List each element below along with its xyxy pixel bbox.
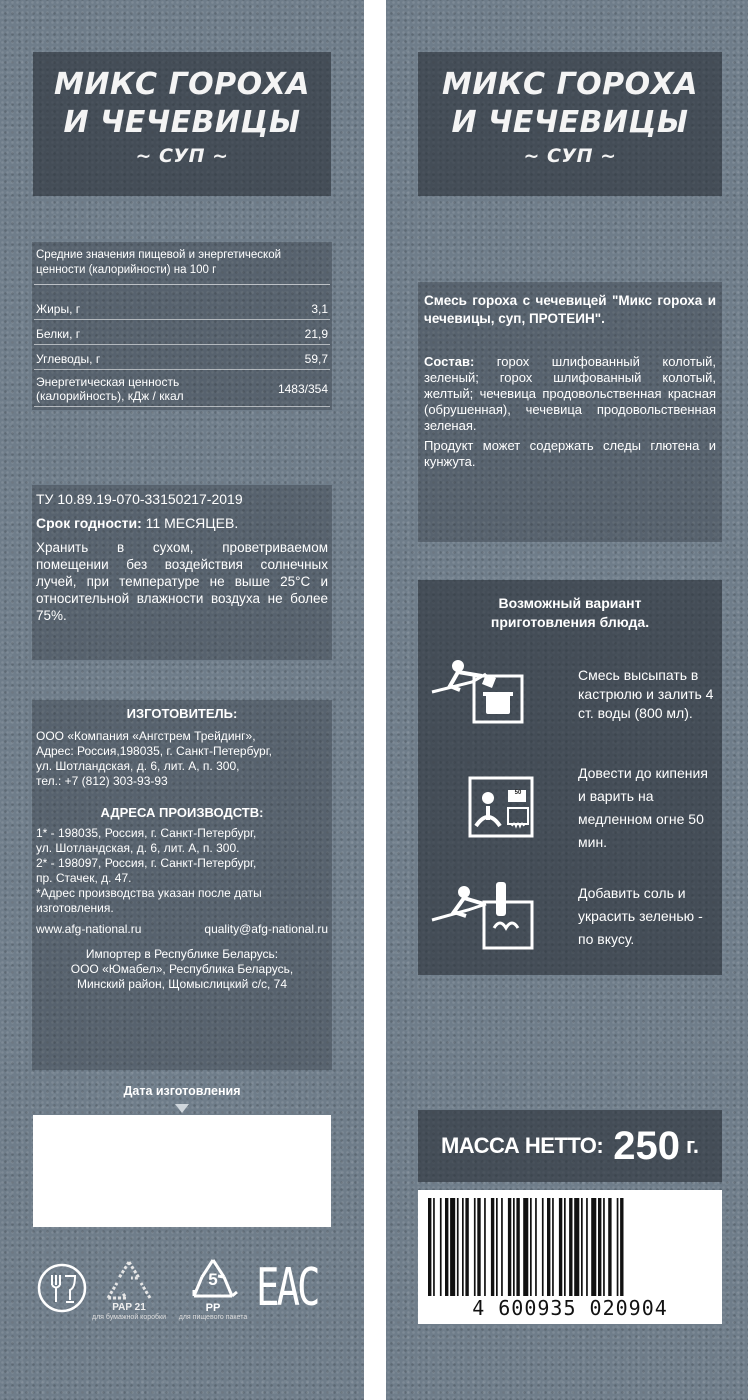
shelf-value: 11 МЕСЯЦЕВ. — [145, 515, 239, 531]
right-label-panel — [386, 0, 748, 1400]
manufacturer-line: Адрес: Россия,198035, г. Санкт-Петербург, — [36, 744, 272, 758]
barcode-bars — [428, 1198, 712, 1296]
barcode-bar — [450, 1198, 455, 1296]
cooking-step-1: Смесь высыпать в кастрюлю и залить 4 ст. воды (800 мл). — [578, 667, 714, 721]
manufacturer-line: тел.: +7 (812) 303-93-93 — [36, 774, 168, 788]
importer-title: Импортер в Республике Беларусь: — [85, 947, 279, 961]
barcode-bar — [586, 1198, 588, 1296]
nutrition-value: 59,7 — [304, 352, 328, 366]
manufacturer-line: ООО «Компания «Ангстрем Трейдинг», — [36, 729, 256, 743]
title-line-2: И ЧЕЧЕВИЦЫ — [63, 105, 301, 140]
website-link[interactable]: www.afg-national.ru — [36, 922, 142, 936]
nutrition-row-protein — [34, 324, 330, 345]
title-block-right — [418, 52, 722, 196]
date-label: Дата изготовления — [123, 1084, 241, 1098]
importer-line: Минский район, Щомыслицкий с/с, 74 — [76, 977, 288, 991]
title-line-1: МИКС ГОРОХА — [54, 67, 310, 102]
barcode-bar — [617, 1198, 619, 1296]
add-salt-icon — [428, 876, 538, 952]
cooking-step-2: Довести до кипения и варить на медленном огне 50 мин. — [578, 765, 708, 850]
barcode-bar — [433, 1198, 435, 1296]
nutrition-label: Жиры, г — [36, 302, 81, 316]
timer-label: 50 — [514, 790, 522, 796]
cooking-block — [418, 580, 722, 975]
pap-code: PAP 21 — [112, 1302, 146, 1313]
spec-block — [32, 485, 332, 660]
title-subtitle: ~ СУП ~ — [135, 145, 229, 167]
barcode-bar — [591, 1198, 596, 1296]
net-weight-value: 250 — [613, 1123, 680, 1168]
composition-text: горох шлифованный колотый, зеленый; горох шлифованный колотый, желтый; чечевица продовольственная красная (обрушенная), чечевица продовольственная зеленая. — [424, 354, 716, 433]
production-line: пр. Стачек, д. 47. — [36, 871, 132, 885]
net-weight-block — [418, 1110, 722, 1182]
shelf-life — [36, 513, 328, 533]
title-line-2: И ЧЕЧЕВИЦЫ — [451, 105, 689, 140]
storage-text: Хранить в сухом, проветриваемом помещении без воздействия солнечных лучей, при температуре не выше 25°С и относительной влажности воздуха не более 75%. — [36, 540, 328, 623]
barcode-bar — [501, 1198, 503, 1296]
cooking-step-3: Добавить соль и украсить зеленью - по вкусу. — [578, 885, 703, 947]
shelf-label: Срок годности: — [36, 515, 142, 531]
left-label-panel — [0, 0, 364, 1400]
barcode-bar — [428, 1198, 431, 1296]
recycle-pap-icon — [98, 1258, 160, 1304]
product-name: Смесь гороха с чечевицей "Микс гороха и чечевицы, суп, ПРОТЕИН". — [424, 293, 716, 326]
nutrition-label: Белки, г — [36, 327, 81, 341]
manufacturer-line: ул. Шотландская, д. 6, лит. А, п. 300, — [36, 759, 240, 773]
contacts-row — [36, 922, 328, 937]
barcode-bar — [569, 1198, 572, 1296]
barcode-bar — [513, 1198, 515, 1296]
date-pointer-icon — [175, 1104, 189, 1113]
production-title: АДРЕСА ПРОИЗВОДСТВ: — [100, 805, 264, 820]
barcode-bar — [581, 1198, 583, 1296]
product-block — [418, 282, 722, 542]
barcode-bar — [547, 1198, 550, 1296]
production-line: 1* - 198035, Россия, г. Санкт-Петербург, — [36, 826, 257, 840]
pap-note: для бумажной коробки — [92, 1314, 166, 1321]
pp-code: PP — [205, 1302, 221, 1314]
nutrition-value: 1483/354 — [277, 382, 328, 396]
nutrition-row-fat — [34, 299, 330, 320]
barcode-digits: 4 600935 020904 — [472, 1296, 668, 1320]
nutrition-header: Средние значения пищевой и энергетической ценности (калорийности) на 100 г — [34, 248, 330, 285]
title-line-1: МИКС ГОРОХА — [442, 67, 698, 102]
barcode-bar — [457, 1198, 459, 1296]
title-block — [33, 52, 331, 196]
barcode-bar — [620, 1198, 623, 1296]
barcode-bar — [474, 1198, 476, 1296]
barcode-bar — [462, 1198, 464, 1296]
barcode-bar — [608, 1198, 611, 1296]
barcode-bar — [564, 1198, 566, 1296]
date-stamp-field — [33, 1115, 331, 1227]
nutrition-row-energy — [34, 372, 330, 407]
title-subtitle: ~ СУП ~ — [523, 145, 617, 167]
allergen-note: Продукт может содержать следы глютена и кунжута. — [424, 438, 716, 469]
production-line: ул. Шотландская, д. 6, лит. А, п. 300. — [36, 841, 240, 855]
barcode-bar — [530, 1198, 532, 1296]
composition-label: Состав: — [424, 354, 475, 369]
barcode-bar — [440, 1198, 442, 1296]
nutrition-label: Углеводы, г — [36, 352, 101, 366]
barcode-bar — [496, 1198, 498, 1296]
production-note: *Адрес производства указан после даты изготовления. — [36, 886, 262, 915]
net-weight-label: МАССА НЕТТО: — [440, 1133, 604, 1158]
nutrition-value: 3,1 — [311, 302, 328, 316]
barcode-bar — [552, 1198, 554, 1296]
barcode-bar — [484, 1198, 486, 1296]
barcode-bar — [603, 1198, 605, 1296]
barcode-bar — [477, 1198, 480, 1296]
email-link[interactable]: quality@afg-national.ru — [204, 922, 328, 936]
barcode-bar — [516, 1198, 519, 1296]
barcode-bar — [465, 1198, 468, 1296]
nutrition-row-carbs — [34, 349, 330, 370]
barcode-bar — [445, 1198, 448, 1296]
nutrition-label: Энергетическая ценность (калорийность), кДж / ккал — [36, 375, 184, 403]
eac-mark: EAC — [256, 1258, 318, 1318]
pp-number: 5 — [208, 1270, 218, 1289]
manufacturer-block — [32, 700, 332, 1070]
boil-timer-icon — [468, 776, 538, 842]
barcode-bar — [598, 1198, 601, 1296]
barcode-bar — [491, 1198, 494, 1296]
net-weight-unit: г. — [685, 1133, 700, 1158]
pour-into-pot-icon — [428, 654, 528, 724]
production-line: 2* - 198097, Россия, г. Санкт-Петербург, — [36, 856, 257, 870]
barcode-bar — [508, 1198, 511, 1296]
cooking-title: Возможный вариант приготовления блюда. — [490, 595, 650, 630]
barcode-bar — [542, 1198, 544, 1296]
nutrition-table — [32, 242, 332, 410]
nutrition-value: 21,9 — [304, 327, 328, 341]
pp-note: для пищевого пакета — [178, 1314, 248, 1321]
manufacturer-title: ИЗГОТОВИТЕЛЬ: — [126, 706, 238, 721]
composition — [424, 354, 716, 434]
barcode-bar — [535, 1198, 537, 1296]
barcode — [418, 1190, 722, 1324]
importer-line: ООО «Юмабел», Республика Беларусь, — [70, 962, 294, 976]
barcode-bar — [523, 1198, 528, 1296]
fork-glass-icon — [36, 1262, 88, 1314]
barcode-bar — [574, 1198, 579, 1296]
tu-number: ТУ 10.89.19-070-33150217-2019 — [36, 491, 243, 507]
barcode-bar — [559, 1198, 562, 1296]
